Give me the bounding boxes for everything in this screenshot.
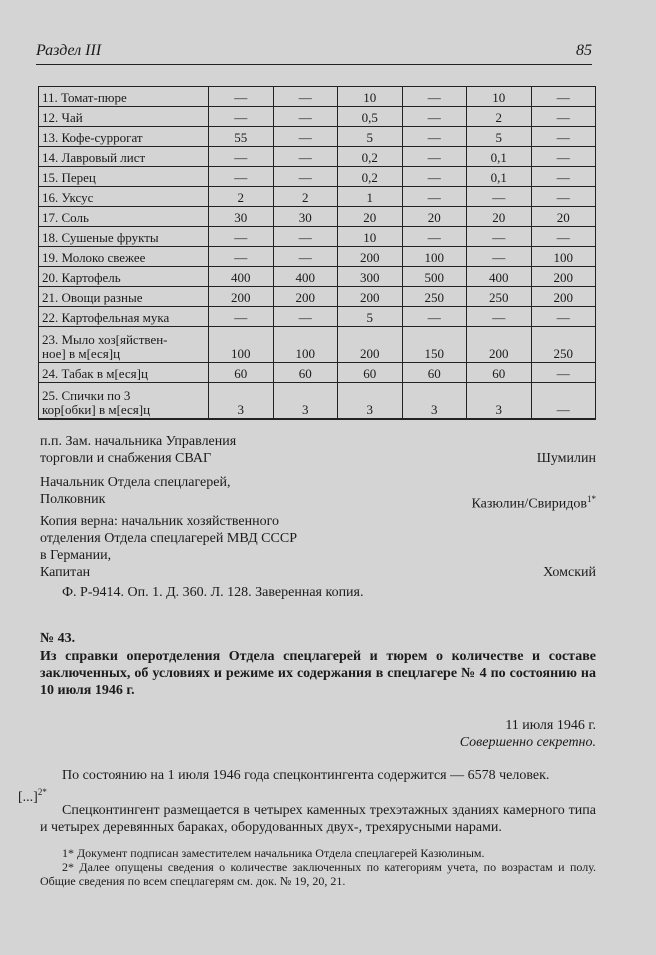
document-number: № 43. xyxy=(40,631,76,646)
table-cell: — xyxy=(531,307,596,327)
table-row xyxy=(39,363,596,383)
item-name: 18. Сушеные фрукты xyxy=(39,227,209,247)
table-cell: 200 xyxy=(467,327,532,363)
table-cell: 30 xyxy=(209,207,274,227)
table-cell: — xyxy=(531,87,596,107)
table-cell: 1 xyxy=(338,187,403,207)
table-cell: 100 xyxy=(402,247,467,267)
table-cell: — xyxy=(209,307,274,327)
table-cell: — xyxy=(531,383,596,420)
item-name: 23. Мыло хоз[яйствен- ное] в м[еся]ц xyxy=(39,327,209,363)
signature-title: Копия верна: начальник хозяйственного отделения Отдела спецлагерей МВД СССР в Германии, Капитан xyxy=(40,514,297,580)
footnote-ref: 1* xyxy=(587,494,596,504)
table-cell: — xyxy=(467,247,532,267)
table-cell: 0,1 xyxy=(467,167,532,187)
table-row xyxy=(39,287,596,307)
signature-title: Начальник Отдела спецлагерей, Полковник xyxy=(40,475,231,507)
item-name: 13. Кофе-суррогат xyxy=(39,127,209,147)
table-cell: 500 xyxy=(402,267,467,287)
table-cell: — xyxy=(467,187,532,207)
table-cell: 250 xyxy=(402,287,467,307)
table-cell: 200 xyxy=(531,287,596,307)
item-name: 14. Лавровый лист xyxy=(39,147,209,167)
table-cell: — xyxy=(402,187,467,207)
section-title: Раздел III xyxy=(36,42,102,59)
signature-name: Казюлин/Свиридов$^{1*}$ xyxy=(471,494,596,512)
table-cell: — xyxy=(273,307,338,327)
table-cell: 3 xyxy=(402,383,467,420)
table-cell: 60 xyxy=(402,363,467,383)
item-name: 17. Соль xyxy=(39,207,209,227)
table-row xyxy=(39,247,596,267)
signature-block-1 xyxy=(40,433,596,467)
table-row xyxy=(39,327,596,363)
table-cell: 55 xyxy=(209,127,274,147)
document-date: 11 июля 1946 г. xyxy=(505,718,596,733)
table-row xyxy=(39,267,596,287)
table-cell: — xyxy=(531,187,596,207)
table-cell: 60 xyxy=(273,363,338,383)
item-name: 25. Спички по 3 кор[обки] в м[еся]ц xyxy=(39,383,209,420)
signature-block-3 xyxy=(40,513,596,581)
table-cell: — xyxy=(531,363,596,383)
table-cell: — xyxy=(273,87,338,107)
signature-name: Хомский xyxy=(543,565,596,580)
table-cell: — xyxy=(467,307,532,327)
table-cell: — xyxy=(402,107,467,127)
table-row xyxy=(39,227,596,247)
table-cell: 400 xyxy=(467,267,532,287)
table-cell: 5 xyxy=(338,127,403,147)
table-cell: — xyxy=(531,127,596,147)
supply-table xyxy=(38,86,596,420)
table-cell: 200 xyxy=(338,247,403,267)
table-cell: 200 xyxy=(209,287,274,307)
table-cell: 20 xyxy=(402,207,467,227)
table-cell: 150 xyxy=(402,327,467,363)
table-cell: 5 xyxy=(338,307,403,327)
table-cell: 10 xyxy=(338,227,403,247)
table-cell: 200 xyxy=(338,287,403,307)
table-cell: — xyxy=(209,247,274,267)
table-cell: 400 xyxy=(273,267,338,287)
table-cell: 100 xyxy=(209,327,274,363)
table-row xyxy=(39,147,596,167)
table-cell: 300 xyxy=(338,267,403,287)
table-cell: 20 xyxy=(467,207,532,227)
paragraph: Спецконтингент размещается в четырех каменных трехэтажных зданиях камерного типа и четырех деревянных бараках, оборудованных двух-, трехярусными нарами. xyxy=(40,803,596,835)
table-cell: — xyxy=(531,147,596,167)
table-row xyxy=(39,207,596,227)
table-cell: 0,5 xyxy=(338,107,403,127)
table-cell: 200 xyxy=(273,287,338,307)
table-cell: 0,2 xyxy=(338,147,403,167)
item-name: 11. Томат-пюре xyxy=(39,87,209,107)
table-cell: 100 xyxy=(273,327,338,363)
table-cell: 400 xyxy=(209,267,274,287)
table-cell: 250 xyxy=(467,287,532,307)
table-cell: — xyxy=(209,167,274,187)
signature-name: Шумилин xyxy=(536,451,596,466)
table-cell: 10 xyxy=(338,87,403,107)
table-cell: — xyxy=(531,167,596,187)
table-cell: — xyxy=(209,147,274,167)
document-title: Из справки оперотделения Отдела спецлагерей и тюрем о количестве и составе заключенных, об условиях и режиме их содержания в спецлагере № 4 по состоянию на 10 июля 1946 г. xyxy=(40,649,596,698)
table-cell: 30 xyxy=(273,207,338,227)
table-cell: — xyxy=(273,127,338,147)
table-cell: — xyxy=(273,247,338,267)
table-cell: — xyxy=(209,87,274,107)
table-cell: — xyxy=(467,227,532,247)
table-cell: 2 xyxy=(209,187,274,207)
table-cell: — xyxy=(402,307,467,327)
table-cell: 5 xyxy=(467,127,532,147)
item-name: 21. Овощи разные xyxy=(39,287,209,307)
item-name: 16. Уксус xyxy=(39,187,209,207)
table-cell: 3 xyxy=(273,383,338,420)
table-cell: 3 xyxy=(338,383,403,420)
table-row xyxy=(39,167,596,187)
table-cell: — xyxy=(402,227,467,247)
table-cell: 20 xyxy=(338,207,403,227)
item-name: 22. Картофельная мука xyxy=(39,307,209,327)
table-cell: — xyxy=(273,107,338,127)
signature-title: п.п. Зам. начальника Управления торговли и снабжения СВАГ xyxy=(40,434,237,466)
table-cell: — xyxy=(402,167,467,187)
page-header xyxy=(36,42,592,65)
footnote: 1* Документ подписан заместителем начальника Отдела спецлагерей Казюлиным. xyxy=(62,846,485,860)
table-cell: — xyxy=(273,147,338,167)
table-cell: 100 xyxy=(531,247,596,267)
table-cell: — xyxy=(273,227,338,247)
table-cell: — xyxy=(209,107,274,127)
table-cell: 2 xyxy=(467,107,532,127)
table-row xyxy=(39,127,596,147)
table-cell: 0,2 xyxy=(338,167,403,187)
table-row xyxy=(39,383,596,420)
table-cell: — xyxy=(402,87,467,107)
table-cell: 200 xyxy=(531,267,596,287)
table-cell: 3 xyxy=(467,383,532,420)
table-cell: 200 xyxy=(338,327,403,363)
table-row xyxy=(39,307,596,327)
footnote: 2* Далее опущены сведения о количестве заключенных по категориям учета, по возрастам и полу. Общие сведения по всем спецлагерям см. док. № 19, 20, 21. xyxy=(40,860,596,888)
table-row xyxy=(39,187,596,207)
table-cell: 0,1 xyxy=(467,147,532,167)
item-name: 12. Чай xyxy=(39,107,209,127)
table-cell: — xyxy=(531,107,596,127)
signature-block-2 xyxy=(40,474,596,512)
classification: Совершенно секретно. xyxy=(459,735,596,750)
page-number: 85 xyxy=(576,42,592,59)
table-cell: 20 xyxy=(531,207,596,227)
table-cell: — xyxy=(402,147,467,167)
item-name: 24. Табак в м[еся]ц xyxy=(39,363,209,383)
table-cell: 60 xyxy=(467,363,532,383)
table-cell: 60 xyxy=(338,363,403,383)
item-name: 15. Перец xyxy=(39,167,209,187)
table-cell: 250 xyxy=(531,327,596,363)
table-cell: 60 xyxy=(209,363,274,383)
paragraph: По состоянию на 1 июля 1946 года спецконтингента содержится — 6578 человек. [...]$^{2*}$ xyxy=(18,768,550,805)
table-row xyxy=(39,107,596,127)
table-row xyxy=(39,87,596,107)
archive-reference: Ф. Р-9414. Оп. 1. Д. 360. Л. 128. Заверенная копия. xyxy=(62,585,364,600)
table-cell: 2 xyxy=(273,187,338,207)
table-cell: — xyxy=(209,227,274,247)
table-cell: — xyxy=(531,227,596,247)
table-cell: — xyxy=(273,167,338,187)
item-name: 19. Молоко свежее xyxy=(39,247,209,267)
table-cell: — xyxy=(402,127,467,147)
footnote-ref: 2* xyxy=(37,787,47,797)
table-cell: 3 xyxy=(209,383,274,420)
table-cell: 10 xyxy=(467,87,532,107)
item-name: 20. Картофель xyxy=(39,267,209,287)
